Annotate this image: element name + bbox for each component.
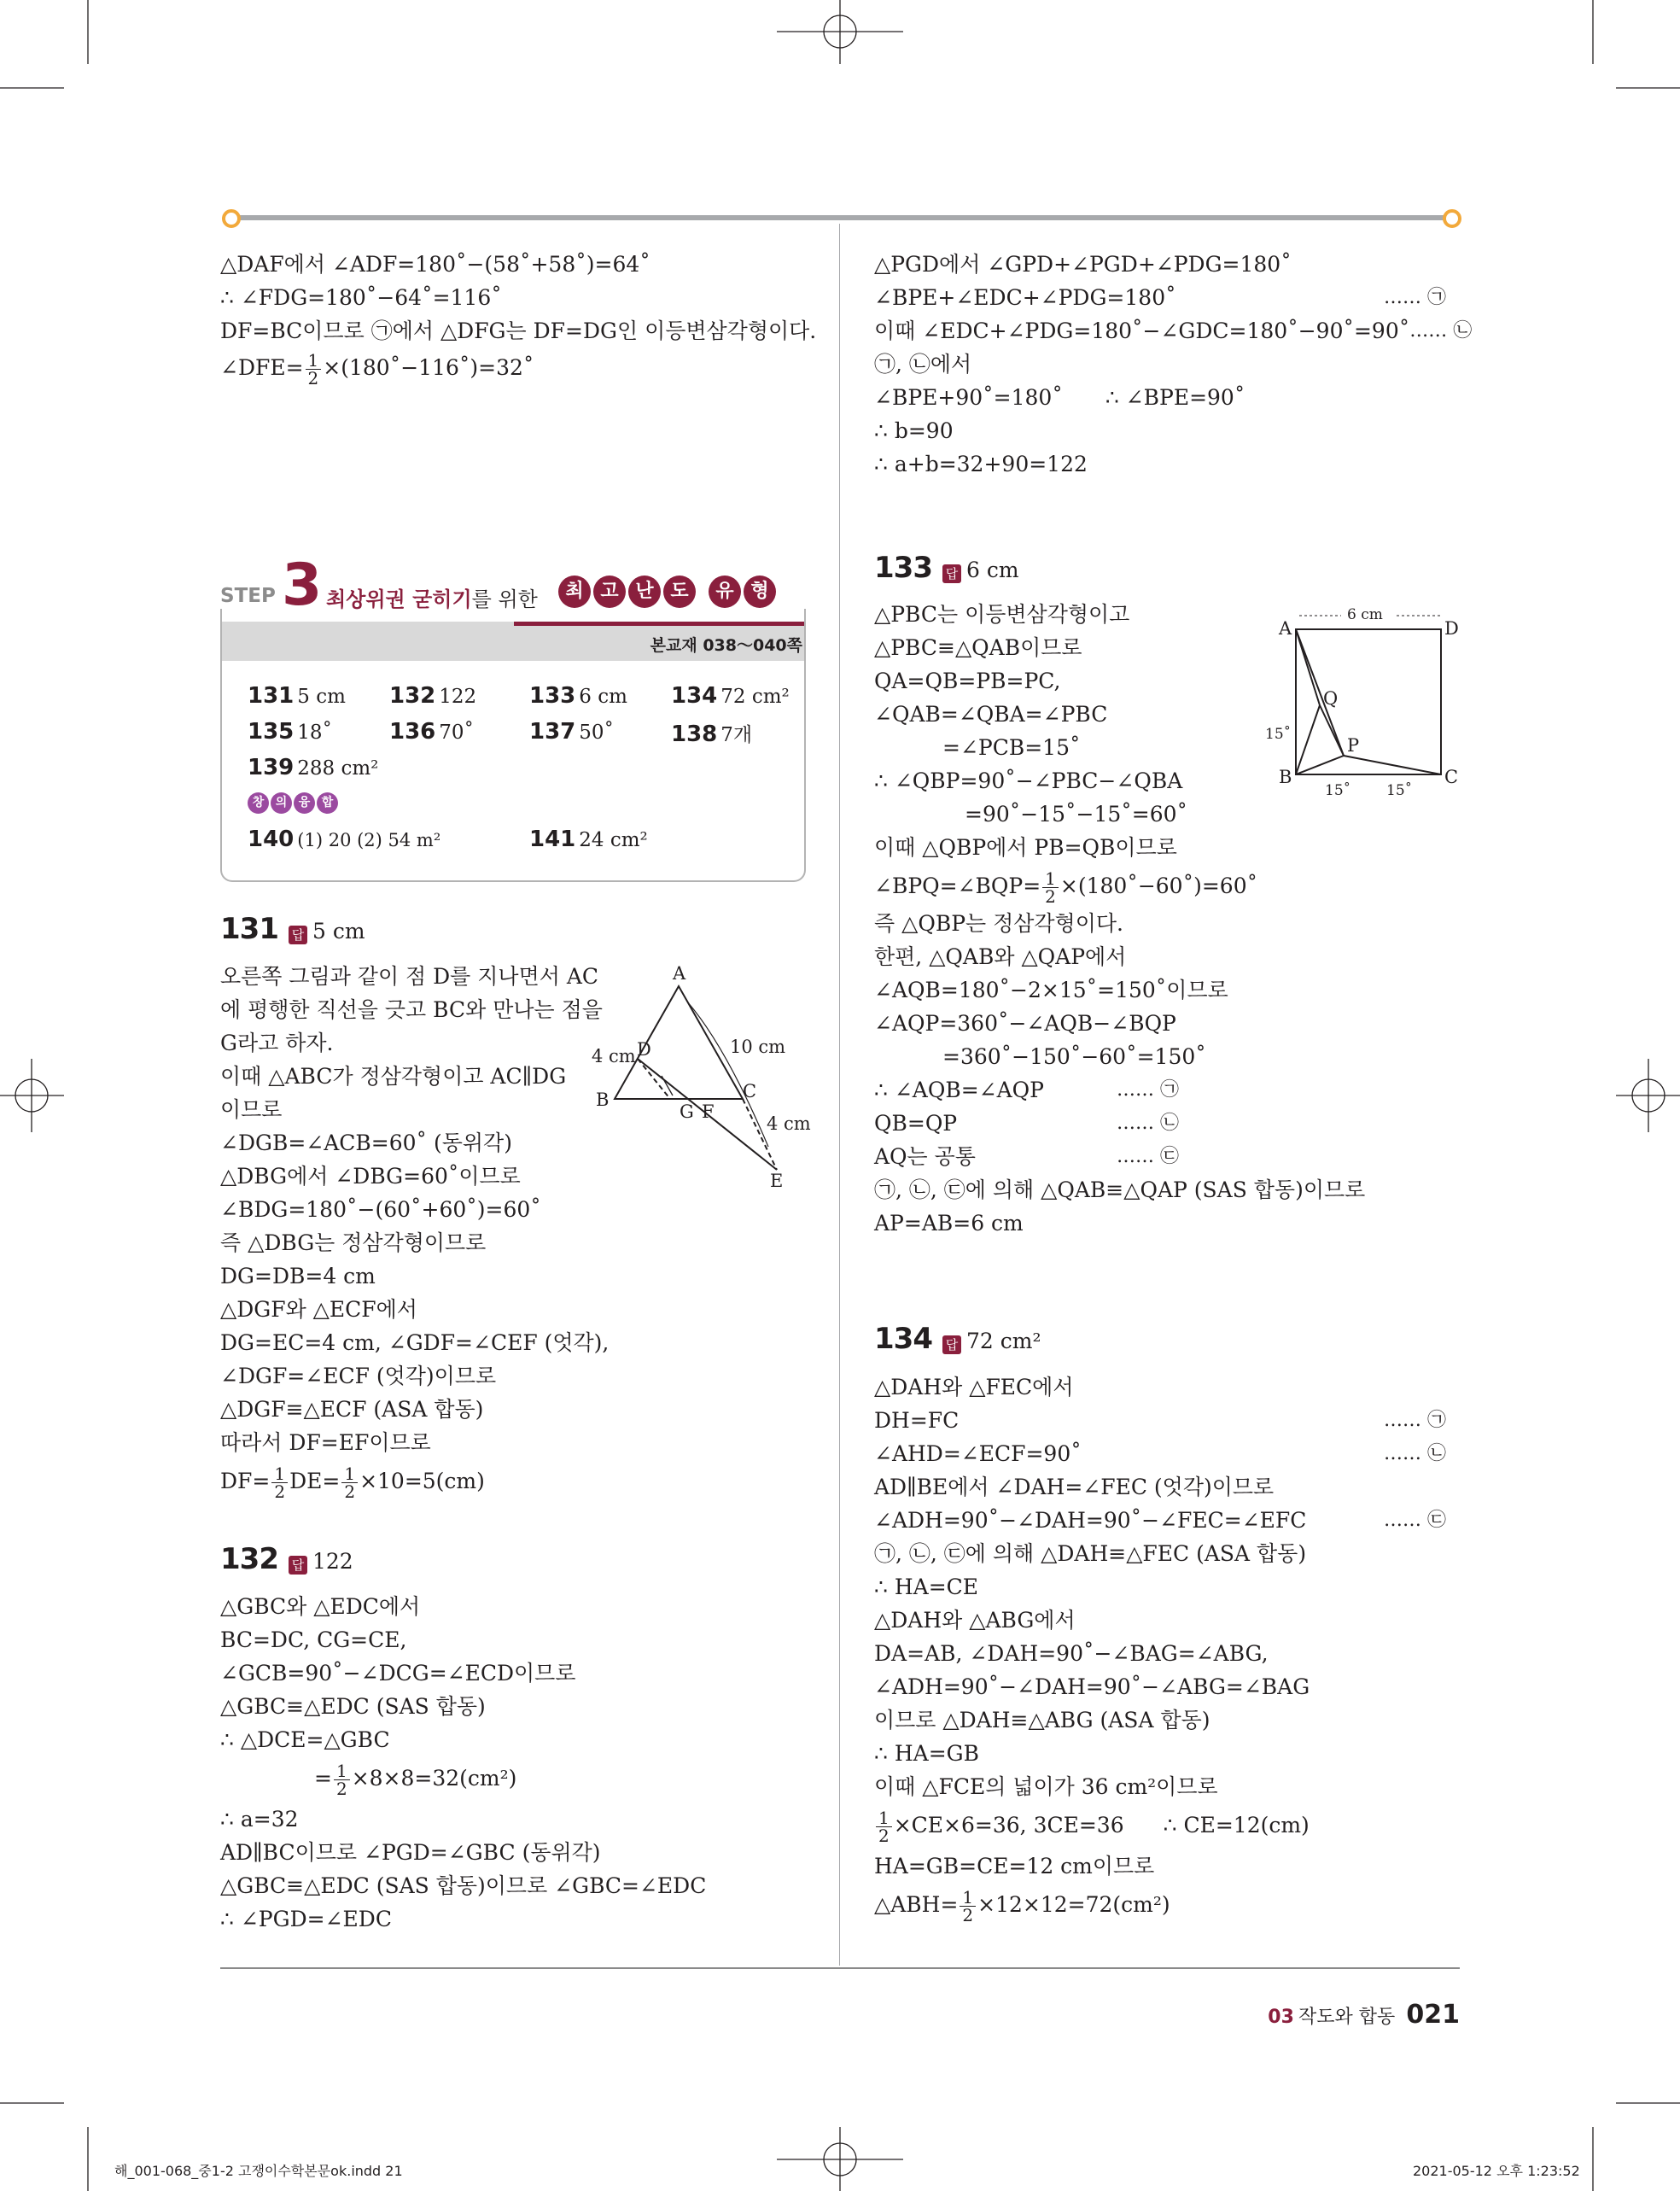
svg-text:15˚: 15˚ xyxy=(1386,782,1413,799)
svg-text:A: A xyxy=(1279,618,1292,639)
top-rule xyxy=(230,215,1450,220)
svg-text:4 cm: 4 cm xyxy=(767,1113,811,1134)
step-number: 3 xyxy=(282,552,323,619)
problem-134-body: △DAH와 △FEC에서 DH=FC …… ㉠ ∠AHD=∠ECF=90˚ …… ㉡ AD∥BE에서 ∠DAH=∠FEC (엇각)이므로 ∠ADH=90˚−∠DAH=90˚−∠FEC=∠EFC …… ㉢ ㉠, ㉡, ㉢에 의해 △DAH≡△FEC (ASA 합동) ∴ HA=CE △DAH와 △ABG에서 DA=AB, ∠DAH=90˚−∠BAG=∠ABG, ∠ADH=90˚−∠DAH=90˚−∠ABG=∠BAG 이므로 △DAH≡△ABG (ASA 합동) ∴ HA=GB 이때 △FCE의 넓이가 36 cm²이므로 $\frac{1}{2}$ ×CE×6=36, 3CE=36 ∴ CE=12(cm) HA=GB=CE=12 cm이므로 △ABH= $\frac{1}{2}$ ×12×12=72(cm²) xyxy=(874,1375,1446,1925)
right-top-solution: △PGD에서 ∠GPD+∠PGD+∠PDG=180˚ ∠BPE+∠EDC+∠PDG=180˚ …… ㉠ 이때 ∠EDC+∠PDG=180˚−∠GDC=180˚−90˚=90˚ …… ㉡ ㉠, ㉡에서 ∠BPE+90˚=180˚ ∴ ∠BPE=90˚ ∴ b=90 ∴ a+b=32+90=122 xyxy=(874,252,1473,476)
svg-text:D: D xyxy=(1444,618,1459,639)
page-number: 021 xyxy=(1406,2000,1460,2030)
svg-text:E: E xyxy=(770,1171,784,1191)
svg-text:15˚: 15˚ xyxy=(1265,726,1292,743)
answer-item: 133 6 cm xyxy=(529,683,627,709)
badge-char: 고 xyxy=(593,576,626,608)
svg-text:D: D xyxy=(637,1039,651,1060)
answer-item: 139 288 cm² xyxy=(248,755,379,780)
text-line: ∴ ∠FDG=180˚−64˚=116˚ xyxy=(220,285,502,310)
answer-item: 137 50˚ xyxy=(529,719,615,745)
step-badges xyxy=(558,576,779,608)
top-rule-right-ring xyxy=(1443,209,1461,228)
svg-text:G: G xyxy=(680,1101,694,1122)
badge-char: 최 xyxy=(558,576,591,608)
top-rule-left-ring xyxy=(222,209,241,228)
svg-text:15˚: 15˚ xyxy=(1325,782,1351,799)
step-title: 최상위권 굳히기를 위한 xyxy=(326,587,538,611)
fraction: $\frac{1}{2}$ xyxy=(306,352,322,387)
answer-item: 132 122 xyxy=(389,683,477,709)
answer-item: 136 70˚ xyxy=(389,719,475,745)
svg-text:C: C xyxy=(1444,767,1459,787)
text-line: △DAF에서 ∠ADF=180˚−(58˚+58˚)=64˚ xyxy=(220,252,650,277)
chapter-title: 작도와 합동 xyxy=(1298,2007,1396,2028)
problem-133-header: 133 답 6 cm xyxy=(874,551,1019,585)
chapter-number: 03 xyxy=(1268,2007,1294,2028)
problem-132-header: 132 답 122 xyxy=(220,1542,353,1576)
square-figure-133 xyxy=(1260,602,1465,803)
svg-text:A: A xyxy=(673,963,686,984)
svg-text:P: P xyxy=(1347,735,1360,756)
svg-text:10 cm: 10 cm xyxy=(730,1037,786,1057)
print-file-name: 해_001-068_중1-2 고쟁이수학본문ok.indd 21 xyxy=(114,2163,403,2179)
answer-item: 134 72 cm² xyxy=(671,683,790,709)
answer-item: 141 24 cm² xyxy=(529,827,648,852)
svg-text:Q: Q xyxy=(1323,688,1339,709)
text-part: ×(180˚−116˚)=32˚ xyxy=(323,355,534,380)
answer-item: 131 5 cm xyxy=(248,683,346,709)
svg-text:B: B xyxy=(596,1090,610,1110)
step-header xyxy=(220,552,806,619)
print-date: 2021-05-12 오후 1:23:52 xyxy=(1413,2163,1580,2179)
svg-text:4 cm: 4 cm xyxy=(592,1046,636,1066)
column-divider xyxy=(839,224,840,1966)
answer-item: 140 (1) 20 (2) 54 m² xyxy=(248,827,441,852)
special-badges: 창 의 융 합 xyxy=(248,792,340,814)
problem-132-body: △GBC와 △EDC에서 BC=DC, CG=CE, ∠GCB=90˚−∠DCG=∠ECD이므로 △GBC≡△EDC (SAS 합동) ∴ △DCE=△GBC = $\frac{1}{2}$ ×8×8=32(cm²) ∴ a=32 AD∥BC이므로 ∠PGD=∠GBC (동위각) △GBC≡△EDC (SAS 합동)이므로 ∠GBC=∠EDC ∴ ∠PGD=∠EDC xyxy=(220,1594,707,1931)
bottom-rule xyxy=(220,1967,1460,1969)
problem-131-body: 오른쪽 그림과 같이 점 D를 지나면서 AC 에 평행한 직선을 긋고 BC와 만나는 점을 G라고 하자. 이때 △ABC가 정삼각형이고 AC∥DG 이므로 ∠DGB=∠ACB=60˚ (동위각) △DBG에서 ∠DBG=60˚이므로 ∠BDG=180˚−(60˚+60˚)=60˚ 즉 △DBG는 정삼각형이므로 DG=DB=4 cm △DGF와 △ECF에서 DG=EC=4 cm, ∠GDF=∠CEF (엇각), ∠DGF=∠ECF (엇각)이므로 △DGF≡△ECF (ASA 합동) 따라서 DF=EF이므로 DF= $\frac{1}{2}$ DE= $\frac{1}{2}$ ×10=5(cm) xyxy=(220,964,610,1502)
triangle-figure-131 xyxy=(580,961,820,1191)
badge-char: 난 xyxy=(628,576,661,608)
svg-text:B: B xyxy=(1279,767,1292,787)
step-label: STEP xyxy=(220,585,276,607)
left-top-solution xyxy=(220,248,816,387)
step-ref-text: 본교재 038～040쪽 xyxy=(650,636,802,655)
answer-item: 138 7개 xyxy=(671,722,753,747)
text-part: ∠DFE= xyxy=(220,355,304,380)
svg-text:C: C xyxy=(743,1081,757,1101)
badge-char: 도 xyxy=(663,576,696,608)
problem-134-header: 134 답 72 cm² xyxy=(874,1322,1041,1356)
badge-char: 유 xyxy=(709,576,741,608)
badge-char: 형 xyxy=(744,576,776,608)
problem-131-header: 131 답 5 cm xyxy=(220,912,365,946)
page-footer xyxy=(1268,2000,1460,2030)
problem-133-body: △PBC는 이등변삼각형이고 △PBC≡△QAB이므로 QA=QB=PB=PC, ∠QAB=∠QBA=∠PBC =∠PCB=15˚ ∴ ∠QBP=90˚−∠PBC−∠QBA =90˚−15˚−15˚=60˚ 이때 △QBP에서 PB=QB이므로 ∠BPQ=∠BQP= $\frac{1}{2}$ ×(180˚−60˚)=60˚ 즉 △QBP는 정삼각형이다. 한편, △QAB와 △QAP에서 ∠AQB=180˚−2×15˚=150˚이므로 ∠AQP=360˚−∠AQB−∠BQP =360˚−150˚−60˚=150˚ ∴ ∠AQB=∠AQP …… ㉠ QB=QP …… ㉡ AQ는 공통 …… ㉢ ㉠, ㉡, ㉢에 의해 △QAB≡△QAP (SAS 합동)이므로 AP=AB=6 cm xyxy=(874,602,1366,1236)
text-line xyxy=(220,351,816,387)
svg-text:F: F xyxy=(702,1101,715,1122)
answer-item: 135 18˚ xyxy=(248,719,333,745)
text-line: DF=BC이므로 ㉠에서 △DFG는 DF=DG인 이등변삼각형이다. xyxy=(220,318,817,343)
svg-text:6 cm: 6 cm xyxy=(1347,606,1383,623)
